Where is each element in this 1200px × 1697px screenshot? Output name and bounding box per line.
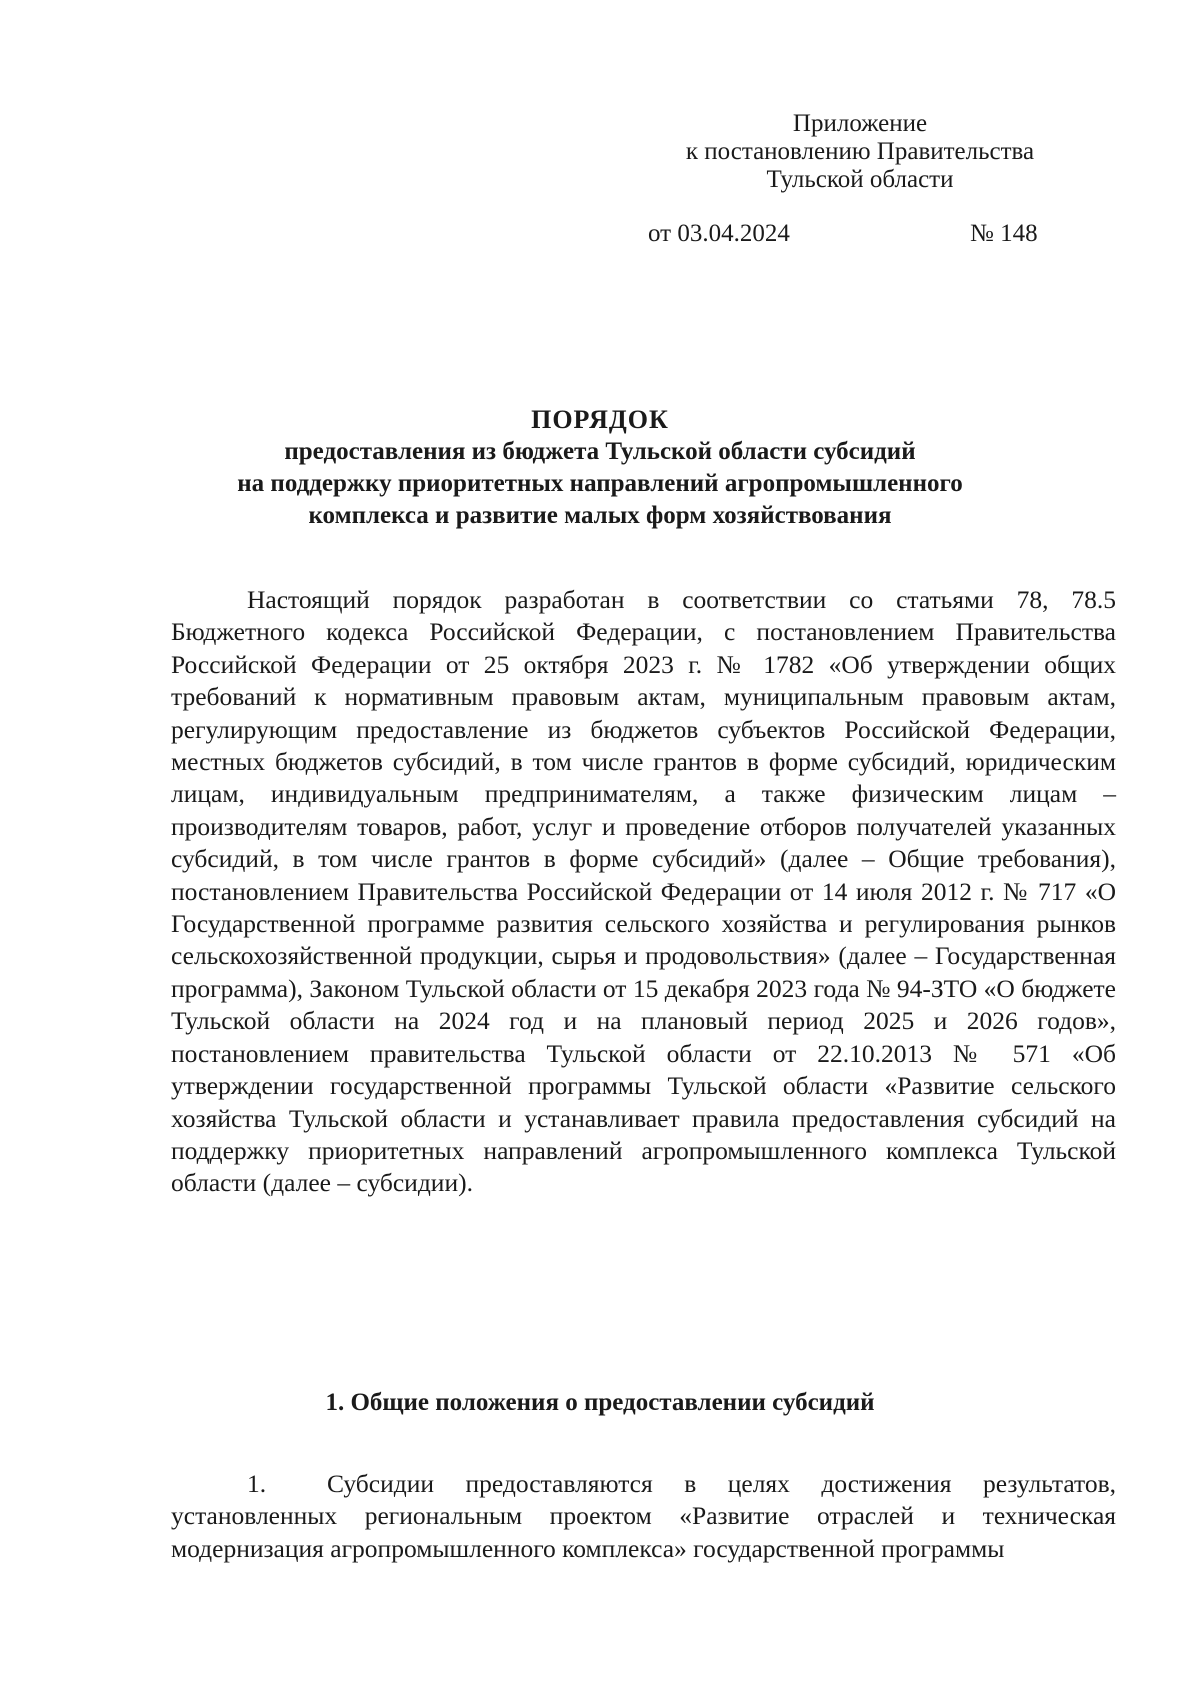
approval-line-region: Тульской области bbox=[766, 166, 954, 193]
approval-block bbox=[640, 110, 1080, 194]
section-heading: 1. Общие положения о предоставлении субсидий bbox=[325, 1389, 875, 1416]
document-subtitle-line-3: комплекса и развитие малых форм хозяйствования bbox=[308, 502, 892, 529]
document-subtitle-line-2: на поддержку приоритетных направлений агропромышленного bbox=[237, 470, 963, 497]
item-paragraph bbox=[171, 1468, 1116, 1565]
approval-line-resolution: к постановлению Правительства bbox=[685, 138, 1035, 165]
document-title: ПОРЯДОК bbox=[531, 405, 669, 434]
item-number: 1. bbox=[247, 1469, 267, 1498]
intro-paragraph: Настоящий порядок разработан в соответствии со статьями 78, 78.5 Бюджетного кодекса Российской Федерации, с постановлением Правительства Российской Федерации от 25 октября 2023 г. № 1782 «Об утверждении общих требований к нормативным правовым актам, муниципальным правовым актам, регулирующим предоставление из бюджетов субъектов Российской Федерации, местных бюджетов субсидий, в том числе грантов в форме субсидий, юридическим лицам, индивидуальным предпринимателям, а также физическим лицам – производителям товаров, работ, услуг и проведение отборов получателей указанных субсидий, в том числе грантов в форме субсидий» (далее – Общие требования), постановлением Правительства Российской Федерации от 14 июля 2012 г. № 717 «О Государственной программе развития сельского хозяйства и регулирования рынков сельскохозяйственной продукции, сырья и продовольствия» (далее – Государственная программа), Законом Тульской области от 15 декабря 2023 года № 94-ЗТО «О бюджете Тульской области на 2024 год и на плановый период 2025 и 2026 годов», постановлением правительства Тульской области от 22.10.2013 № 571 «Об утверждении государственной программы Тульской области «Развитие сельского хозяйства Тульской области и устанавливает правила предоставления субсидий на поддержку приоритетных направлений агропромышленного комплекса Тульской области (далее – субсидии). bbox=[171, 585, 1116, 1198]
approval-date: от 03.04.2024 bbox=[648, 220, 790, 247]
item-text: Субсидии предоставляются в целях достижения результатов, установленных региональным проектом «Развитие отраслей и техническая модернизация агропромышленного комплекса» государственной программы bbox=[171, 1469, 1116, 1563]
intro-section bbox=[171, 584, 1116, 1200]
approval-line-appendix: Приложение bbox=[792, 110, 928, 137]
approval-number: № 148 bbox=[970, 220, 1038, 247]
document-title-block bbox=[150, 404, 1050, 532]
document-subtitle-line-1: предоставления из бюджета Тульской области субсидий bbox=[284, 438, 916, 465]
section-item bbox=[171, 1468, 1116, 1565]
